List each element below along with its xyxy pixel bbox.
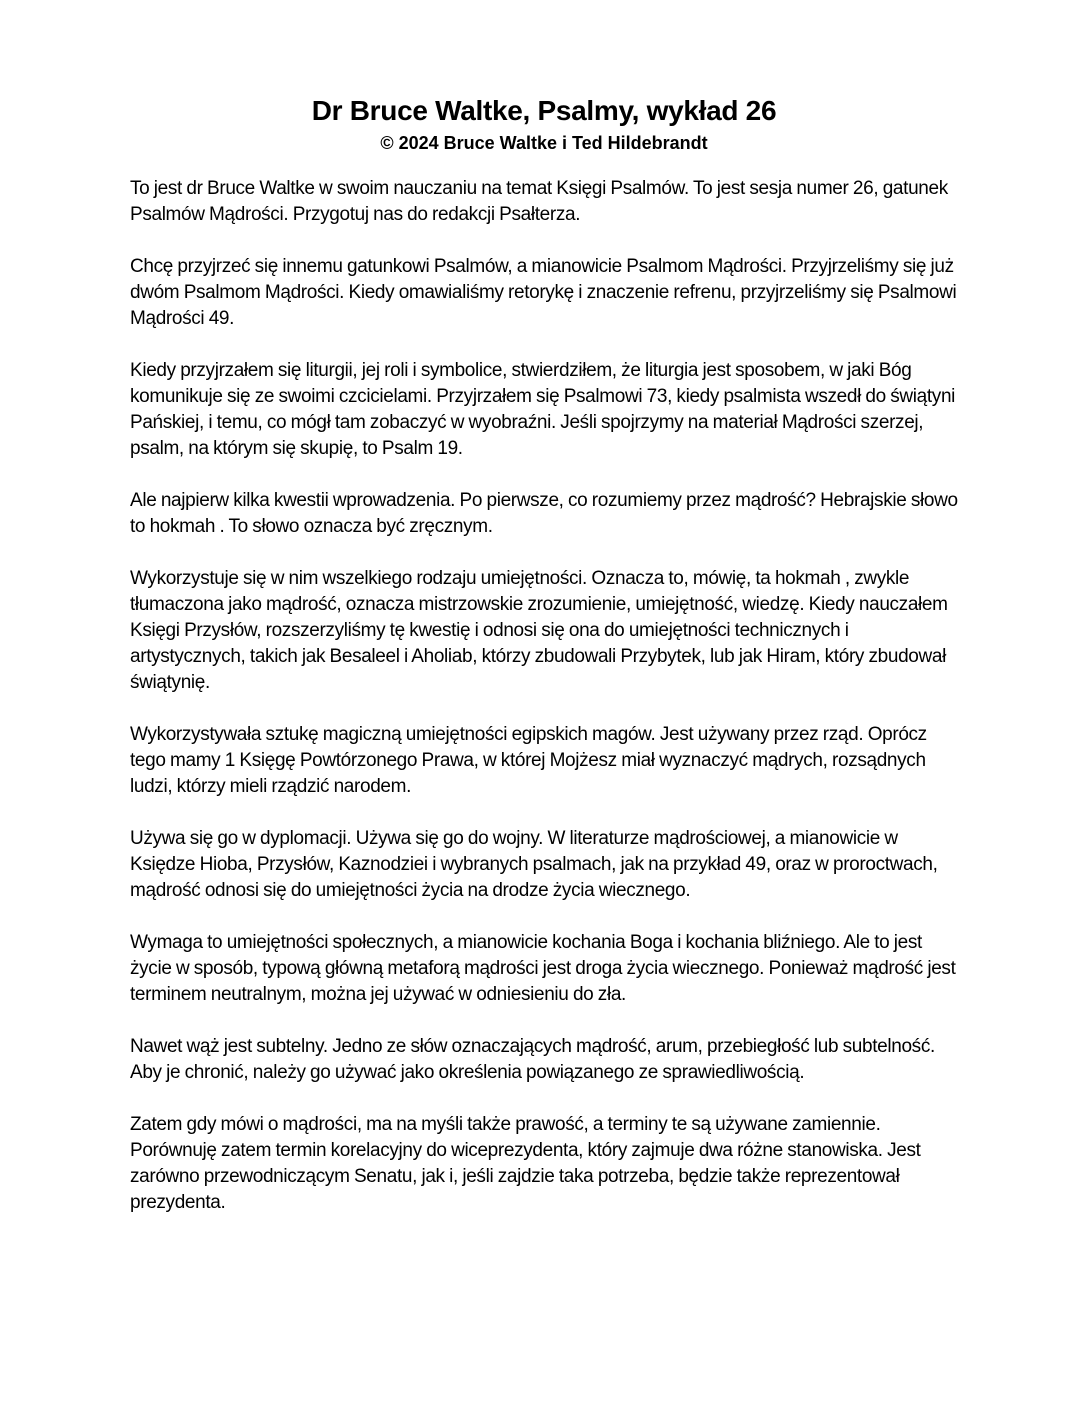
document-title: Dr Bruce Waltke, Psalmy, wykład 26 <box>311 95 777 126</box>
paragraph: Ale najpierw kilka kwestii wprowadzenia. Po pierwsze, co rozumiemy przez mądrość? Hebrajskie słowo to hokmah . To słowo oznacza być zręcznym. <box>130 490 958 537</box>
paragraph: To jest dr Bruce Waltke w swoim nauczaniu na temat Księgi Psalmów. To jest sesja numer 26, gatunek Psalmów Mądrości. Przygotuj nas do redakcji Psałterza. <box>130 178 948 225</box>
paragraph: Wymaga to umiejętności społecznych, a mianowicie kochania Boga i kochania bliźniego. Ale to jest życie w sposób, typową główną metaforą mądrości jest droga życia wiecznego. Ponieważ mądrość jest terminem neutralnym, można jej używać w odniesieniu do zła. <box>130 932 956 1005</box>
copyright-line: © 2024 Bruce Waltke i Ted Hildebrandt <box>380 133 708 153</box>
paragraph: Chcę przyjrzeć się innemu gatunkowi Psalmów, a mianowicie Psalmom Mądrości. Przyjrzeliśmy się już dwóm Psalmom Mądrości. Kiedy omawialiśmy retorykę i znaczenie refrenu, przyjrzeliśmy się Psalmowi Mądrości 49. <box>130 256 957 329</box>
paragraph: Wykorzystywała sztukę magiczną umiejętności egipskich magów. Jest używany przez rząd. Oprócz tego mamy 1 Księgę Powtórzonego Prawa, w której Mojżesz miał wyznaczyć mądrych, rozsądnych ludzi, którzy mieli rządzić narodem. <box>130 724 927 797</box>
paragraph: Zatem gdy mówi o mądrości, ma na myśli także prawość, a terminy te są używane zamiennie. Porównuję zatem termin korelacyjny do wiceprezydenta, który zajmuje dwa różne stanowiska. Jest zarówno przewodniczącym Senatu, jak i, jeśli zajdzie taka potrzeba, będzie także reprezentował prezydenta. <box>130 1114 921 1213</box>
paragraph: Używa się go w dyplomacji. Używa się go do wojny. W literaturze mądrościowej, a mianowicie w Księdze Hioba, Przysłów, Kaznodziei i wybranych psalmach, jak na przykład 49, oraz w proroctwach, mądrość odnosi się do umiejętności życia na drodze życia wiecznego. <box>130 828 938 901</box>
paragraph: Nawet wąż jest subtelny. Jedno ze słów oznaczających mądrość, arum, przebiegłość lub subtelność. Aby je chronić, należy go używać jako określenia powiązanego ze sprawiedliwością. <box>130 1036 935 1083</box>
paragraph: Kiedy przyjrzałem się liturgii, jej roli i symbolice, stwierdziłem, że liturgia jest sposobem, w jaki Bóg komunikuje się ze swoimi czcicielami. Przyjrzałem się Psalmowi 73, kiedy psalmista wszedł do świątyni Pańskiej, i temu, co mógł tam zobaczyć w wyobraźni. Jeśli spojrzymy na materiał Mądrości szerzej, psalm, na którym się skupię, to Psalm 19. <box>130 360 956 459</box>
paragraph: Wykorzystuje się w nim wszelkiego rodzaju umiejętności. Oznacza to, mówię, ta hokmah , zwykle tłumaczona jako mądrość, oznacza mistrzowskie zrozumienie, umiejętność, wiedzę. Kiedy nauczałem Księgi Przysłów, rozszerzyliśmy tę kwestię i odnosi się ona do umiejętności technicznych i artystycznych, takich jak Besaleel i Aholiab, którzy zbudowali Przybytek, lub jak Hiram, który zbudował świątynię. <box>130 568 948 693</box>
document-body <box>130 176 960 1242</box>
